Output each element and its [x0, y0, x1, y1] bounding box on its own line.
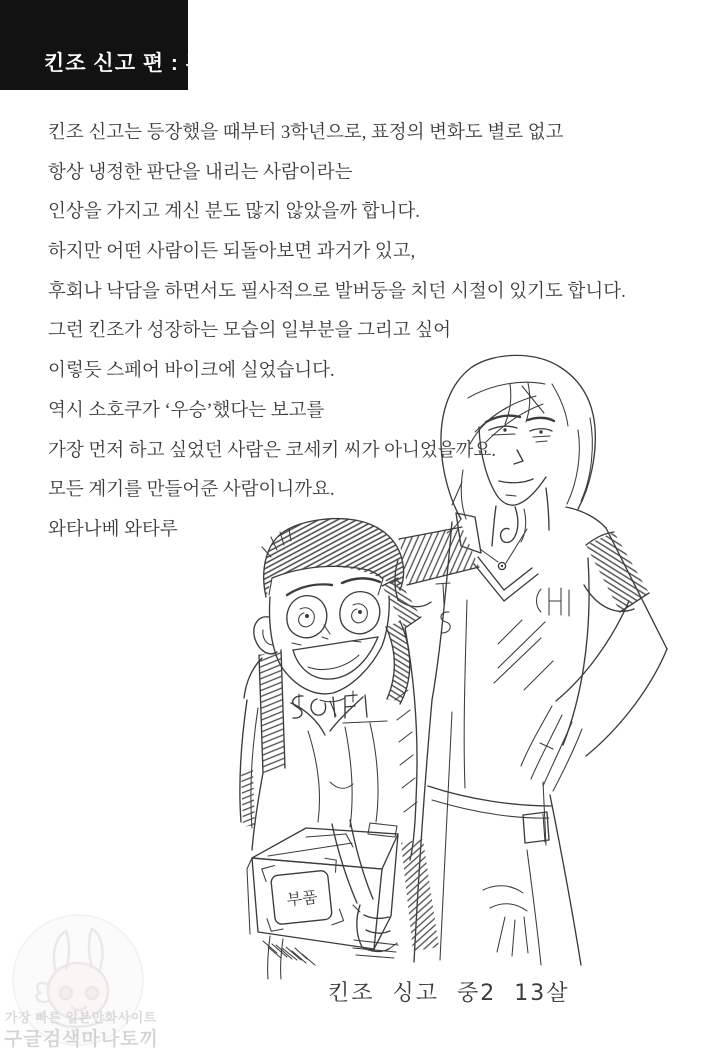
afterword-line: 역시 소호쿠가 ‘우승’했다는 보고를 — [48, 400, 325, 421]
afterword-line: 항상 냉정한 판단을 내리는 사람이라는 — [48, 162, 353, 183]
afterword-line: 그런 킨조가 성장하는 모습의 일부분을 그리고 싶어 — [48, 321, 452, 342]
afterword-line: 후회나 낙담을 하면서도 필사적으로 발버둥을 치던 시절이 있기도 합니다. — [48, 281, 626, 302]
boy-figure-sketch — [240, 519, 421, 979]
sketch-caption: 킨조 싱고 중2 13살 — [328, 981, 570, 1006]
watermark-line2: 구글검색마나토끼 — [4, 1029, 159, 1050]
afterword-line: 인상을 가지고 계신 분도 많지 않았을까 합니다. — [48, 202, 420, 223]
afterword-line: 하지만 어떤 사람이든 되돌아보면 과거가 있고, — [48, 242, 416, 263]
watermark-line1: 가장 빠른 일본만화사이트 — [5, 1010, 157, 1025]
afterword-line: 모든 계기를 만들어준 사람이니까요. — [48, 480, 335, 501]
watermark — [0, 905, 170, 1058]
page-title: 킨조 신고 편 : 후기 — [44, 52, 229, 75]
tall-figure-sketch — [395, 355, 667, 965]
afterword-line: 이렇듯 스페어 바이크에 실었습니다. — [48, 361, 335, 382]
afterword-line: 킨조 신고는 등장했을 때부터 3학년으로, 표정의 변화도 별로 없고 — [48, 123, 564, 143]
box-label: 부품 — [285, 887, 319, 910]
afterword-line: 가장 먼저 하고 싶었던 사람은 코세키 씨가 아니었을까요. — [48, 440, 497, 461]
afterword-line: 와타나베 와타루 — [48, 519, 178, 540]
